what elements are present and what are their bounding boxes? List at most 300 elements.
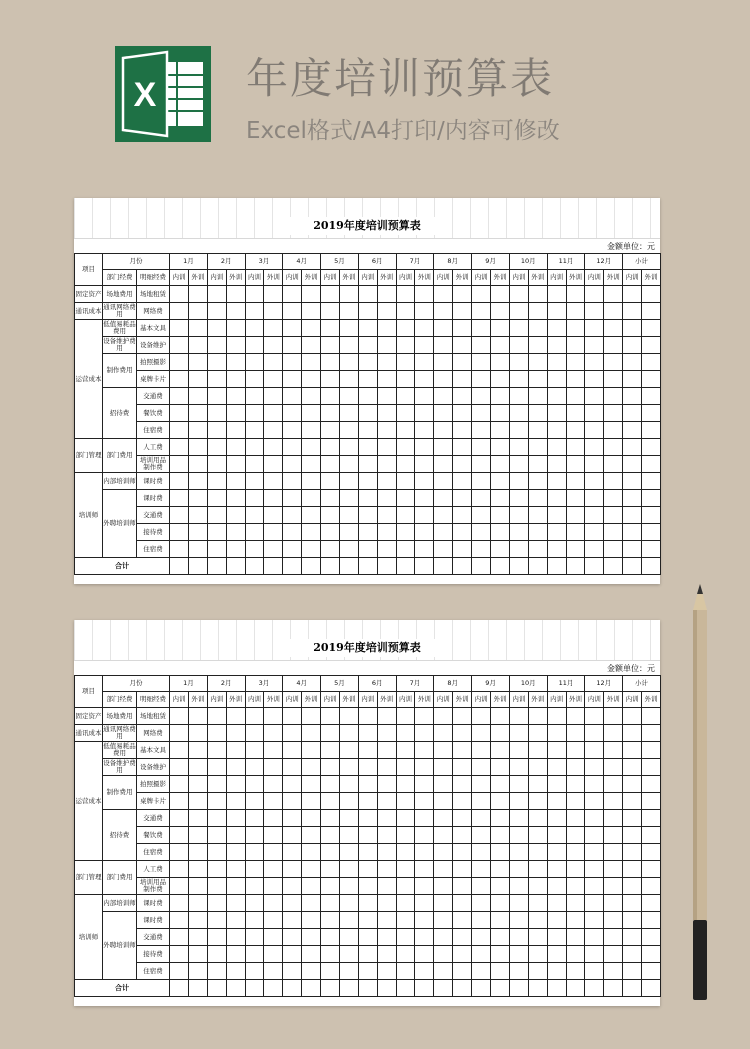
amount-cell[interactable] <box>491 286 510 303</box>
amount-cell[interactable] <box>339 541 358 558</box>
amount-cell[interactable] <box>396 541 415 558</box>
amount-cell[interactable] <box>358 558 377 575</box>
amount-cell[interactable] <box>434 337 453 354</box>
amount-cell[interactable] <box>566 708 585 725</box>
amount-cell[interactable] <box>264 793 283 810</box>
amount-cell[interactable] <box>321 524 340 541</box>
amount-cell[interactable] <box>264 776 283 793</box>
amount-cell[interactable] <box>509 980 528 997</box>
amount-cell[interactable] <box>170 439 189 456</box>
amount-cell[interactable] <box>604 456 623 473</box>
amount-cell[interactable] <box>491 929 510 946</box>
amount-cell[interactable] <box>547 541 566 558</box>
amount-cell[interactable] <box>585 354 604 371</box>
amount-cell[interactable] <box>321 490 340 507</box>
amount-cell[interactable] <box>321 286 340 303</box>
amount-cell[interactable] <box>264 844 283 861</box>
amount-cell[interactable] <box>642 827 661 844</box>
amount-cell[interactable] <box>207 524 226 541</box>
amount-cell[interactable] <box>604 742 623 759</box>
amount-cell[interactable] <box>434 558 453 575</box>
amount-cell[interactable] <box>623 558 642 575</box>
amount-cell[interactable] <box>226 286 245 303</box>
amount-cell[interactable] <box>491 878 510 895</box>
amount-cell[interactable] <box>547 337 566 354</box>
amount-cell[interactable] <box>491 946 510 963</box>
amount-cell[interactable] <box>491 524 510 541</box>
amount-cell[interactable] <box>642 793 661 810</box>
amount-cell[interactable] <box>396 929 415 946</box>
amount-cell[interactable] <box>434 759 453 776</box>
amount-cell[interactable] <box>321 422 340 439</box>
amount-cell[interactable] <box>302 980 321 997</box>
amount-cell[interactable] <box>623 725 642 742</box>
amount-cell[interactable] <box>302 524 321 541</box>
amount-cell[interactable] <box>528 776 547 793</box>
amount-cell[interactable] <box>396 507 415 524</box>
amount-cell[interactable] <box>188 354 207 371</box>
amount-cell[interactable] <box>509 742 528 759</box>
amount-cell[interactable] <box>415 490 434 507</box>
amount-cell[interactable] <box>566 844 585 861</box>
amount-cell[interactable] <box>396 371 415 388</box>
amount-cell[interactable] <box>491 456 510 473</box>
amount-cell[interactable] <box>547 759 566 776</box>
amount-cell[interactable] <box>585 473 604 490</box>
amount-cell[interactable] <box>377 878 396 895</box>
amount-cell[interactable] <box>321 320 340 337</box>
amount-cell[interactable] <box>339 558 358 575</box>
amount-cell[interactable] <box>434 490 453 507</box>
amount-cell[interactable] <box>604 793 623 810</box>
amount-cell[interactable] <box>207 541 226 558</box>
amount-cell[interactable] <box>170 405 189 422</box>
amount-cell[interactable] <box>642 303 661 320</box>
amount-cell[interactable] <box>396 320 415 337</box>
amount-cell[interactable] <box>472 776 491 793</box>
amount-cell[interactable] <box>434 912 453 929</box>
amount-cell[interactable] <box>453 303 472 320</box>
amount-cell[interactable] <box>528 337 547 354</box>
amount-cell[interactable] <box>547 878 566 895</box>
amount-cell[interactable] <box>509 861 528 878</box>
amount-cell[interactable] <box>547 810 566 827</box>
amount-cell[interactable] <box>472 946 491 963</box>
amount-cell[interactable] <box>415 980 434 997</box>
amount-cell[interactable] <box>415 303 434 320</box>
amount-cell[interactable] <box>547 861 566 878</box>
amount-cell[interactable] <box>321 708 340 725</box>
amount-cell[interactable] <box>415 388 434 405</box>
amount-cell[interactable] <box>264 371 283 388</box>
amount-cell[interactable] <box>604 371 623 388</box>
amount-cell[interactable] <box>528 507 547 524</box>
amount-cell[interactable] <box>302 844 321 861</box>
amount-cell[interactable] <box>453 286 472 303</box>
amount-cell[interactable] <box>585 524 604 541</box>
amount-cell[interactable] <box>415 456 434 473</box>
amount-cell[interactable] <box>339 759 358 776</box>
amount-cell[interactable] <box>358 793 377 810</box>
amount-cell[interactable] <box>321 439 340 456</box>
amount-cell[interactable] <box>585 895 604 912</box>
amount-cell[interactable] <box>509 776 528 793</box>
amount-cell[interactable] <box>453 490 472 507</box>
amount-cell[interactable] <box>226 303 245 320</box>
amount-cell[interactable] <box>207 929 226 946</box>
amount-cell[interactable] <box>604 980 623 997</box>
amount-cell[interactable] <box>491 827 510 844</box>
amount-cell[interactable] <box>226 337 245 354</box>
amount-cell[interactable] <box>642 725 661 742</box>
amount-cell[interactable] <box>302 337 321 354</box>
amount-cell[interactable] <box>321 878 340 895</box>
amount-cell[interactable] <box>264 490 283 507</box>
amount-cell[interactable] <box>283 861 302 878</box>
amount-cell[interactable] <box>509 337 528 354</box>
amount-cell[interactable] <box>453 793 472 810</box>
amount-cell[interactable] <box>188 524 207 541</box>
amount-cell[interactable] <box>396 895 415 912</box>
amount-cell[interactable] <box>358 980 377 997</box>
amount-cell[interactable] <box>264 929 283 946</box>
amount-cell[interactable] <box>226 912 245 929</box>
amount-cell[interactable] <box>245 980 264 997</box>
amount-cell[interactable] <box>339 708 358 725</box>
amount-cell[interactable] <box>491 490 510 507</box>
amount-cell[interactable] <box>339 286 358 303</box>
amount-cell[interactable] <box>283 439 302 456</box>
amount-cell[interactable] <box>339 742 358 759</box>
amount-cell[interactable] <box>528 541 547 558</box>
amount-cell[interactable] <box>566 354 585 371</box>
amount-cell[interactable] <box>547 946 566 963</box>
amount-cell[interactable] <box>358 422 377 439</box>
amount-cell[interactable] <box>509 303 528 320</box>
amount-cell[interactable] <box>264 405 283 422</box>
amount-cell[interactable] <box>491 776 510 793</box>
amount-cell[interactable] <box>188 371 207 388</box>
amount-cell[interactable] <box>472 742 491 759</box>
amount-cell[interactable] <box>302 742 321 759</box>
amount-cell[interactable] <box>566 827 585 844</box>
amount-cell[interactable] <box>226 878 245 895</box>
amount-cell[interactable] <box>642 524 661 541</box>
amount-cell[interactable] <box>528 286 547 303</box>
amount-cell[interactable] <box>264 456 283 473</box>
amount-cell[interactable] <box>339 861 358 878</box>
amount-cell[interactable] <box>302 388 321 405</box>
amount-cell[interactable] <box>321 354 340 371</box>
amount-cell[interactable] <box>509 963 528 980</box>
amount-cell[interactable] <box>528 963 547 980</box>
amount-cell[interactable] <box>604 708 623 725</box>
amount-cell[interactable] <box>264 861 283 878</box>
amount-cell[interactable] <box>170 861 189 878</box>
amount-cell[interactable] <box>623 439 642 456</box>
amount-cell[interactable] <box>434 354 453 371</box>
amount-cell[interactable] <box>434 405 453 422</box>
amount-cell[interactable] <box>566 725 585 742</box>
amount-cell[interactable] <box>604 490 623 507</box>
amount-cell[interactable] <box>509 507 528 524</box>
amount-cell[interactable] <box>207 861 226 878</box>
amount-cell[interactable] <box>358 439 377 456</box>
amount-cell[interactable] <box>188 980 207 997</box>
amount-cell[interactable] <box>642 371 661 388</box>
amount-cell[interactable] <box>396 286 415 303</box>
amount-cell[interactable] <box>264 320 283 337</box>
amount-cell[interactable] <box>377 742 396 759</box>
amount-cell[interactable] <box>302 507 321 524</box>
amount-cell[interactable] <box>604 844 623 861</box>
amount-cell[interactable] <box>226 473 245 490</box>
amount-cell[interactable] <box>207 422 226 439</box>
amount-cell[interactable] <box>491 320 510 337</box>
amount-cell[interactable] <box>585 776 604 793</box>
amount-cell[interactable] <box>245 861 264 878</box>
amount-cell[interactable] <box>283 303 302 320</box>
amount-cell[interactable] <box>302 473 321 490</box>
amount-cell[interactable] <box>623 742 642 759</box>
amount-cell[interactable] <box>396 337 415 354</box>
amount-cell[interactable] <box>170 776 189 793</box>
amount-cell[interactable] <box>547 456 566 473</box>
amount-cell[interactable] <box>604 776 623 793</box>
amount-cell[interactable] <box>642 490 661 507</box>
amount-cell[interactable] <box>339 895 358 912</box>
amount-cell[interactable] <box>377 895 396 912</box>
amount-cell[interactable] <box>170 895 189 912</box>
amount-cell[interactable] <box>302 793 321 810</box>
amount-cell[interactable] <box>566 980 585 997</box>
amount-cell[interactable] <box>566 793 585 810</box>
amount-cell[interactable] <box>264 725 283 742</box>
amount-cell[interactable] <box>528 371 547 388</box>
amount-cell[interactable] <box>472 354 491 371</box>
amount-cell[interactable] <box>283 776 302 793</box>
amount-cell[interactable] <box>453 861 472 878</box>
amount-cell[interactable] <box>302 320 321 337</box>
amount-cell[interactable] <box>623 963 642 980</box>
amount-cell[interactable] <box>396 912 415 929</box>
amount-cell[interactable] <box>415 422 434 439</box>
amount-cell[interactable] <box>245 912 264 929</box>
amount-cell[interactable] <box>472 422 491 439</box>
amount-cell[interactable] <box>339 405 358 422</box>
amount-cell[interactable] <box>434 861 453 878</box>
amount-cell[interactable] <box>358 541 377 558</box>
amount-cell[interactable] <box>207 844 226 861</box>
amount-cell[interactable] <box>509 725 528 742</box>
amount-cell[interactable] <box>358 456 377 473</box>
amount-cell[interactable] <box>226 963 245 980</box>
amount-cell[interactable] <box>188 439 207 456</box>
amount-cell[interactable] <box>528 742 547 759</box>
amount-cell[interactable] <box>472 490 491 507</box>
amount-cell[interactable] <box>472 844 491 861</box>
amount-cell[interactable] <box>642 337 661 354</box>
amount-cell[interactable] <box>396 405 415 422</box>
amount-cell[interactable] <box>434 742 453 759</box>
amount-cell[interactable] <box>547 286 566 303</box>
amount-cell[interactable] <box>358 286 377 303</box>
amount-cell[interactable] <box>547 490 566 507</box>
amount-cell[interactable] <box>585 456 604 473</box>
amount-cell[interactable] <box>566 810 585 827</box>
amount-cell[interactable] <box>566 303 585 320</box>
amount-cell[interactable] <box>566 878 585 895</box>
amount-cell[interactable] <box>472 912 491 929</box>
amount-cell[interactable] <box>207 439 226 456</box>
amount-cell[interactable] <box>188 912 207 929</box>
amount-cell[interactable] <box>509 524 528 541</box>
amount-cell[interactable] <box>604 946 623 963</box>
amount-cell[interactable] <box>170 422 189 439</box>
amount-cell[interactable] <box>453 337 472 354</box>
amount-cell[interactable] <box>245 725 264 742</box>
amount-cell[interactable] <box>623 810 642 827</box>
amount-cell[interactable] <box>547 912 566 929</box>
amount-cell[interactable] <box>623 422 642 439</box>
amount-cell[interactable] <box>434 776 453 793</box>
amount-cell[interactable] <box>453 507 472 524</box>
amount-cell[interactable] <box>566 439 585 456</box>
amount-cell[interactable] <box>321 473 340 490</box>
amount-cell[interactable] <box>358 388 377 405</box>
amount-cell[interactable] <box>283 388 302 405</box>
amount-cell[interactable] <box>623 303 642 320</box>
amount-cell[interactable] <box>415 844 434 861</box>
amount-cell[interactable] <box>434 980 453 997</box>
amount-cell[interactable] <box>302 303 321 320</box>
amount-cell[interactable] <box>642 456 661 473</box>
amount-cell[interactable] <box>339 963 358 980</box>
amount-cell[interactable] <box>623 456 642 473</box>
amount-cell[interactable] <box>585 303 604 320</box>
amount-cell[interactable] <box>339 929 358 946</box>
amount-cell[interactable] <box>528 490 547 507</box>
amount-cell[interactable] <box>585 405 604 422</box>
amount-cell[interactable] <box>207 895 226 912</box>
amount-cell[interactable] <box>339 980 358 997</box>
amount-cell[interactable] <box>509 793 528 810</box>
amount-cell[interactable] <box>358 725 377 742</box>
amount-cell[interactable] <box>377 793 396 810</box>
amount-cell[interactable] <box>453 708 472 725</box>
amount-cell[interactable] <box>226 405 245 422</box>
amount-cell[interactable] <box>623 473 642 490</box>
amount-cell[interactable] <box>302 929 321 946</box>
amount-cell[interactable] <box>207 963 226 980</box>
amount-cell[interactable] <box>491 388 510 405</box>
amount-cell[interactable] <box>623 980 642 997</box>
amount-cell[interactable] <box>434 439 453 456</box>
amount-cell[interactable] <box>585 286 604 303</box>
amount-cell[interactable] <box>302 912 321 929</box>
amount-cell[interactable] <box>623 844 642 861</box>
amount-cell[interactable] <box>434 422 453 439</box>
amount-cell[interactable] <box>226 776 245 793</box>
amount-cell[interactable] <box>302 354 321 371</box>
amount-cell[interactable] <box>302 286 321 303</box>
amount-cell[interactable] <box>245 963 264 980</box>
amount-cell[interactable] <box>415 439 434 456</box>
amount-cell[interactable] <box>396 742 415 759</box>
amount-cell[interactable] <box>585 490 604 507</box>
amount-cell[interactable] <box>415 861 434 878</box>
amount-cell[interactable] <box>283 405 302 422</box>
amount-cell[interactable] <box>283 895 302 912</box>
amount-cell[interactable] <box>207 810 226 827</box>
amount-cell[interactable] <box>566 541 585 558</box>
amount-cell[interactable] <box>321 844 340 861</box>
amount-cell[interactable] <box>264 524 283 541</box>
amount-cell[interactable] <box>509 541 528 558</box>
amount-cell[interactable] <box>207 708 226 725</box>
amount-cell[interactable] <box>245 473 264 490</box>
amount-cell[interactable] <box>585 371 604 388</box>
amount-cell[interactable] <box>623 946 642 963</box>
amount-cell[interactable] <box>509 844 528 861</box>
amount-cell[interactable] <box>226 793 245 810</box>
amount-cell[interactable] <box>623 929 642 946</box>
amount-cell[interactable] <box>188 473 207 490</box>
amount-cell[interactable] <box>528 759 547 776</box>
amount-cell[interactable] <box>358 490 377 507</box>
amount-cell[interactable] <box>585 827 604 844</box>
amount-cell[interactable] <box>377 524 396 541</box>
amount-cell[interactable] <box>566 912 585 929</box>
amount-cell[interactable] <box>339 912 358 929</box>
amount-cell[interactable] <box>585 708 604 725</box>
amount-cell[interactable] <box>434 473 453 490</box>
amount-cell[interactable] <box>245 405 264 422</box>
amount-cell[interactable] <box>415 708 434 725</box>
amount-cell[interactable] <box>585 337 604 354</box>
amount-cell[interactable] <box>604 861 623 878</box>
amount-cell[interactable] <box>415 405 434 422</box>
amount-cell[interactable] <box>528 895 547 912</box>
amount-cell[interactable] <box>547 963 566 980</box>
amount-cell[interactable] <box>528 303 547 320</box>
amount-cell[interactable] <box>585 388 604 405</box>
amount-cell[interactable] <box>528 980 547 997</box>
amount-cell[interactable] <box>264 541 283 558</box>
amount-cell[interactable] <box>170 844 189 861</box>
amount-cell[interactable] <box>264 439 283 456</box>
amount-cell[interactable] <box>528 810 547 827</box>
amount-cell[interactable] <box>434 524 453 541</box>
amount-cell[interactable] <box>207 558 226 575</box>
amount-cell[interactable] <box>377 759 396 776</box>
amount-cell[interactable] <box>491 742 510 759</box>
amount-cell[interactable] <box>415 337 434 354</box>
amount-cell[interactable] <box>566 929 585 946</box>
amount-cell[interactable] <box>245 558 264 575</box>
amount-cell[interactable] <box>302 861 321 878</box>
amount-cell[interactable] <box>321 742 340 759</box>
amount-cell[interactable] <box>434 810 453 827</box>
amount-cell[interactable] <box>642 708 661 725</box>
amount-cell[interactable] <box>358 405 377 422</box>
amount-cell[interactable] <box>623 286 642 303</box>
amount-cell[interactable] <box>321 946 340 963</box>
amount-cell[interactable] <box>453 844 472 861</box>
amount-cell[interactable] <box>604 388 623 405</box>
amount-cell[interactable] <box>604 354 623 371</box>
amount-cell[interactable] <box>509 473 528 490</box>
